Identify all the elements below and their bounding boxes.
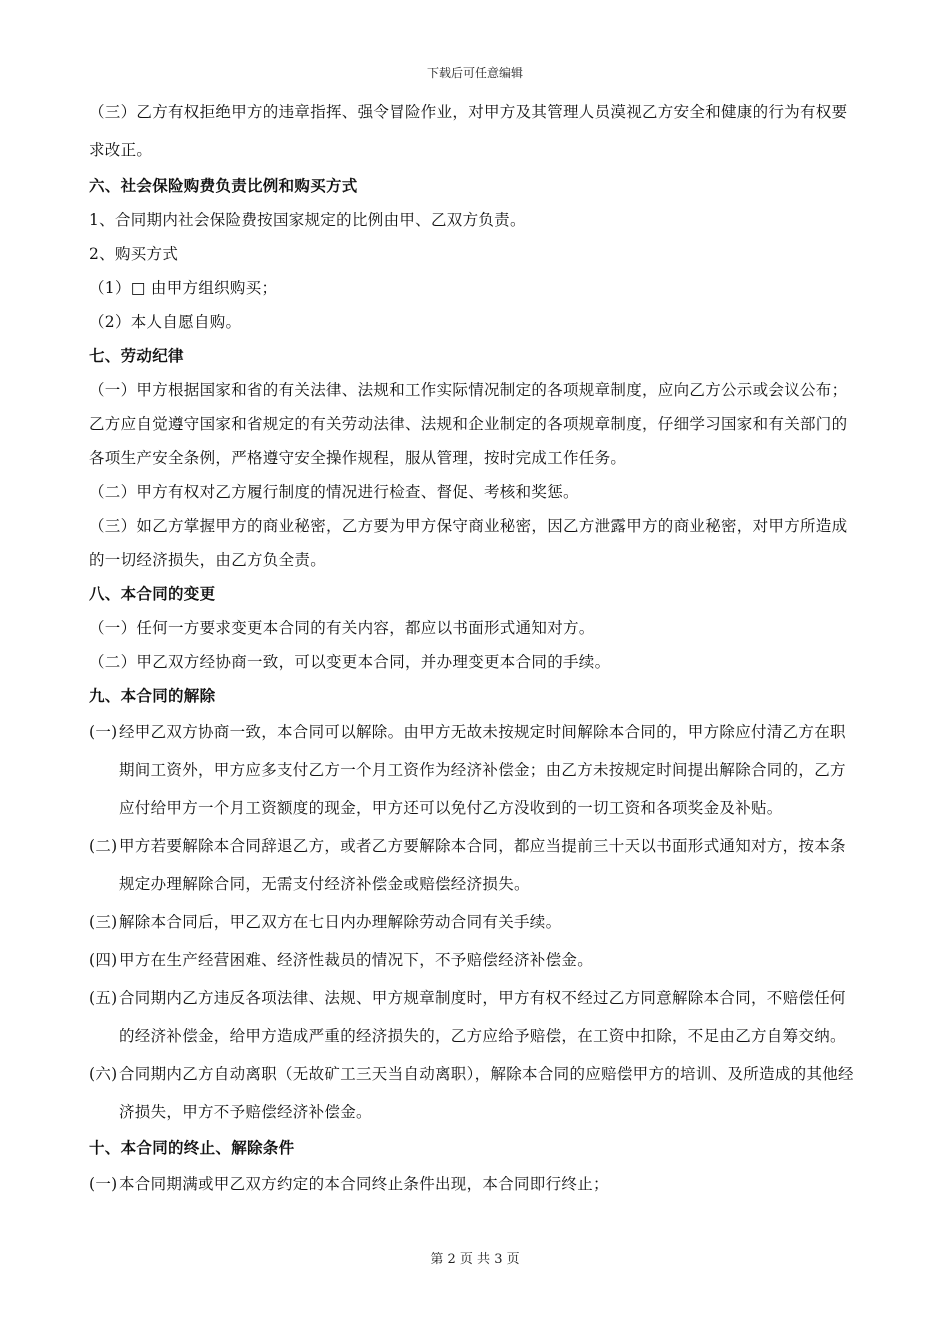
section-10-list — [89, 1165, 861, 1203]
section-9-list — [89, 713, 861, 1131]
page-footer: 第 2 页 共 3 页 — [430, 1252, 520, 1267]
list-item — [89, 827, 861, 903]
list-item — [89, 1055, 861, 1131]
list-marker: (二) — [89, 837, 118, 855]
paragraph-8-1: （一）任何一方要求变更本合同的有关内容，都应以书面形式通知对方。 — [89, 619, 595, 637]
paragraph-7-3: （三）如乙方掌握甲方的商业秘密，乙方要为甲方保守商业秘密，因乙方泄露甲方的商业秘密，对甲方所造成的一切经济损失，由乙方负全责。 — [89, 517, 848, 569]
section-7-heading: 七、劳动纪律 — [89, 346, 184, 365]
paragraph-7-1: （一）甲方根据国家和省的有关法律、法规和工作实际情况制定的各项规章制度，应向乙方公示或会议公布；乙方应自觉遵守国家和省规定的有关劳动法律、法规和企业制定的各项规章制度，仔细学习国家和有关部门的各项生产安全条例，严格遵守安全操作规程，服从管理，按时完成工作任务。 — [89, 381, 848, 467]
paragraph-8-2: （二）甲乙双方经协商一致，可以变更本合同，并办理变更本合同的手续。 — [89, 653, 611, 671]
paragraph-6-1: 1、合同期内社会保险费按国家规定的比例由甲、乙双方负责。 — [89, 211, 526, 229]
list-text: 经甲乙双方协商一致，本合同可以解除。由甲方无故未按规定时间解除本合同的，甲方除应付清乙方在职期间工资外，甲方应多支付乙方一个月工资作为经济补偿金；由乙方未按规定时间提出解除合同的，乙方应付给甲方一个月工资额度的现金，甲方还可以免付乙方没收到的一切工资和各项奖金及补贴。 — [119, 723, 846, 817]
section-9-heading: 九、本合同的解除 — [89, 686, 216, 705]
page-header: 下载后可任意编辑 — [426, 66, 523, 80]
list-text: 甲方在生产经营困难、经济性裁员的情况下，不予赔偿经济补偿金。 — [119, 951, 594, 969]
list-marker: (六) — [89, 1065, 118, 1083]
list-text: 本合同期满或甲乙双方约定的本合同终止条件出现，本合同即行终止； — [119, 1175, 609, 1193]
paragraph-3-rights: （三）乙方有权拒绝甲方的违章指挥、强令冒险作业，对甲方及其管理人员漠视乙方安全和健康的行为有权要求改正。 — [89, 103, 848, 159]
paragraph-7-2: （二）甲方有权对乙方履行制度的情况进行检查、督促、考核和奖惩。 — [89, 483, 579, 501]
paragraph-6-2: 2、购买方式 — [89, 245, 179, 263]
list-item — [89, 903, 861, 941]
list-marker: (四) — [89, 951, 118, 969]
list-item — [89, 979, 861, 1055]
list-text: 解除本合同后，甲乙双方在七日内办理解除劳动合同有关手续。 — [119, 913, 562, 931]
list-text: 合同期内乙方自动离职（无故矿工三天当自动离职），解除本合同的应赔偿甲方的培训、及所造成的其他经济损失，甲方不予赔偿经济补偿金。 — [119, 1065, 854, 1121]
list-item — [89, 1165, 861, 1203]
section-10-heading: 十、本合同的终止、解除条件 — [89, 1138, 295, 1157]
section-8-heading: 八、本合同的变更 — [89, 584, 216, 603]
document-body — [89, 93, 861, 1203]
list-item — [89, 941, 861, 979]
list-text: 甲方若要解除本合同辞退乙方，或者乙方要解除本合同，都应当提前三十天以书面形式通知对方，按本条规定办理解除合同，无需支付经济补偿金或赔偿经济损失。 — [119, 837, 846, 893]
list-text: 合同期内乙方违反各项法律、法规、甲方规章制度时，甲方有权不经过乙方同意解除本合同，不赔偿任何的经济补偿金，给甲方造成严重的经济损失的，乙方应给予赔偿，在工资中扣除，不足由乙方自筹交纳。 — [119, 989, 846, 1045]
section-6-heading: 六、社会保险购费负责比例和购买方式 — [89, 176, 358, 195]
paragraph-6-2-b: （2）本人自愿自购。 — [89, 313, 242, 331]
list-marker: (三) — [89, 913, 118, 931]
paragraph-6-2-a: （1）□ 由甲方组织购买； — [89, 279, 278, 297]
list-item — [89, 713, 861, 827]
list-marker: (五) — [89, 989, 118, 1007]
list-marker: (一) — [89, 1175, 118, 1193]
list-marker: (一) — [89, 723, 118, 741]
